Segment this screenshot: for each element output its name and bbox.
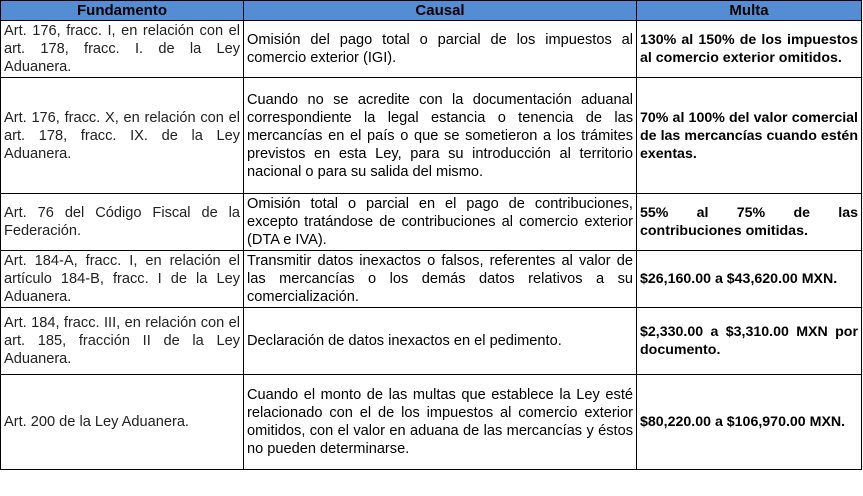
causal-cell: Cuando el monto de las multas que establece la Ley esté relacionado con el de los impuestos al comercio exterior omitidos, con el valor en aduana de las mercancías y éstos no pueden determinarse. [244, 375, 637, 470]
multa-cell: 55% al 75% de las contribuciones omitidas. [637, 194, 862, 251]
multa-cell: $26,160.00 a $43,620.00 MXN. [637, 251, 862, 308]
header-fundamento: Fundamento [1, 1, 244, 21]
fundamento-cell: Art. 176, fracc. X, en relación con el art. 178, fracc. IX. de la Ley Aduanera. [1, 78, 244, 194]
fundamento-cell: Art. 76 del Código Fiscal de la Federación. [1, 194, 244, 251]
header-causal: Causal [244, 1, 637, 21]
multa-cell: $2,330.00 a $3,310.00 MXN por documento. [637, 308, 862, 375]
table-row [1, 375, 862, 470]
causal-cell: Transmitir datos inexactos o falsos, referentes al valor de las mercancías o los demás datos relativos a su comercialización. [244, 251, 637, 308]
fundamento-cell: Art. 184, fracc. III, en relación con el art. 185, fracción II de la Ley Aduanera. [1, 308, 244, 375]
fundamento-cell: Art. 176, fracc. I, en relación con el art. 178, fracc. I. de la Ley Aduanera. [1, 21, 244, 78]
causal-cell: Declaración de datos inexactos en el pedimento. [244, 308, 637, 375]
table-row [1, 21, 862, 78]
causal-cell: Cuando no se acredite con la documentación aduanal correspondiente la legal estancia o tenencia de las mercancías en el país o que se sometieron a los trámites previstos en esta Ley, para su introducción al territorio nacional o para su salida del mismo. [244, 78, 637, 194]
table-row [1, 308, 862, 375]
header-multa: Multa [637, 1, 862, 21]
table-row [1, 194, 862, 251]
fundamento-cell: Art. 200 de la Ley Aduanera. [1, 375, 244, 470]
header-row [1, 1, 862, 21]
causal-cell: Omisión total o parcial en el pago de contribuciones, excepto tratándose de contribuciones al comercio exterior (DTA e IVA). [244, 194, 637, 251]
table-row [1, 78, 862, 194]
multa-cell: $80,220.00 a $106,970.00 MXN. [637, 375, 862, 470]
multa-cell: 70% al 100% del valor comercial de las mercancías cuando estén exentas. [637, 78, 862, 194]
causal-cell: Omisión del pago total o parcial de los impuestos al comercio exterior (IGI). [244, 21, 637, 78]
table-row [1, 251, 862, 308]
fundamento-cell: Art. 184-A, fracc. I, en relación el artículo 184-B, fracc. I de la Ley Aduanera. [1, 251, 244, 308]
multa-cell: 130% al 150% de los impuestos al comercio exterior omitidos. [637, 21, 862, 78]
